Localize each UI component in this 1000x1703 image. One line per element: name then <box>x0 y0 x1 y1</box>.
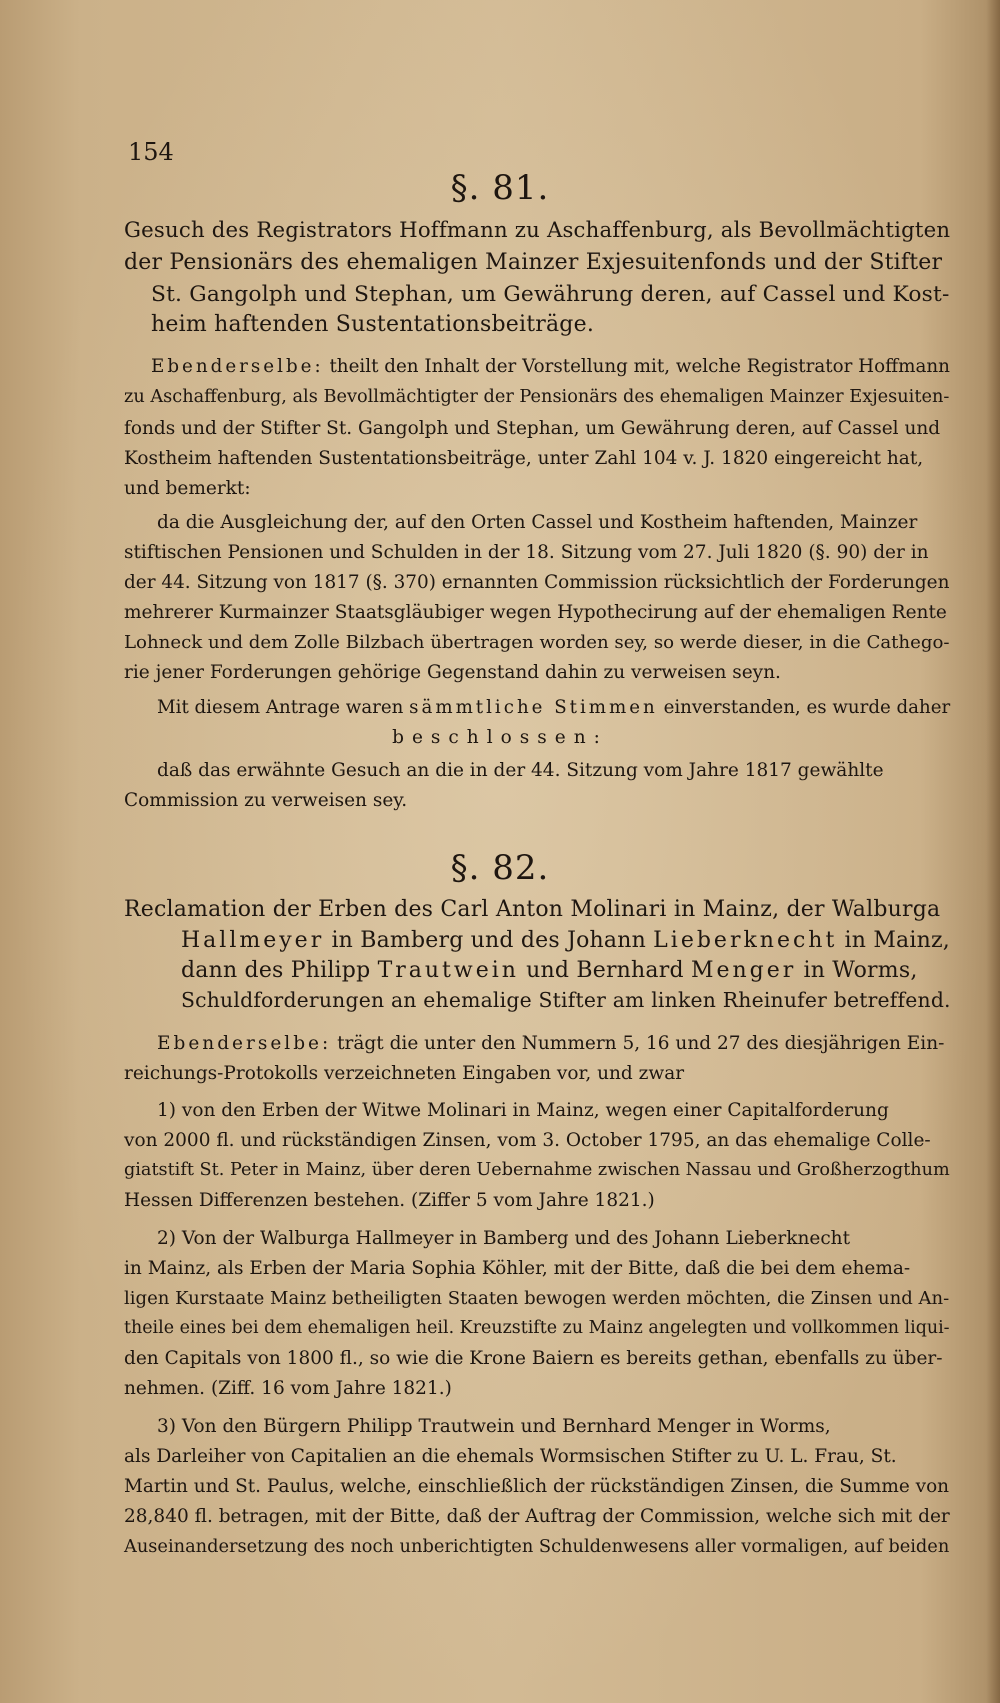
section-82-title-line: Schuldforderungen an ehemalige Stifter am linken Rheinufer betreffend. <box>181 988 951 1012</box>
section-81-agreement-line <box>157 697 950 718</box>
title-text: dann des Philipp <box>181 958 371 983</box>
section-82-intro-line <box>157 1033 944 1054</box>
item-1-line: von 2000 fl. und rückständigen Zinsen, vom 3. October 1795, an das ehemalige Colle- <box>124 1130 931 1151</box>
section-81-intro-line: und bemerkt: <box>124 478 251 499</box>
section-81-remark-line: mehrerer Kurmainzer Staatsgläubiger wegen Hypothecirung auf der ehemaligen Rente <box>124 602 947 623</box>
name-emphasis: Menger <box>690 958 797 983</box>
item-1-line: Hessen Differenzen bestehen. (Ziffer 5 vom Jahre 1821.) <box>124 1190 655 1211</box>
section-81-remark-line: da die Ausgleichung der, auf den Orten Cassel und Kostheim haftenden, Mainzer <box>157 512 918 533</box>
item-3-line: Auseinandersetzung des noch unberichtigten Schuldenwesens aller vormaligen, auf beiden <box>124 1536 950 1557</box>
section-81-decision-line: Commission zu verweisen sey. <box>124 790 408 811</box>
agreement-text: einverstanden, es wurde daher <box>663 697 951 718</box>
title-text: in Bamberg und des Johann <box>331 928 646 953</box>
section-81-intro-line: zu Aschaffenburg, als Bevollmächtigter der Pensionärs des ehemaligen Mainzer Exjesuiten- <box>124 387 950 407</box>
page-number: 154 <box>128 138 174 166</box>
section-82-title-line <box>181 928 950 953</box>
section-81-decision-line: daß das erwähnte Gesuch an die in der 44. Sitzung vom Jahre 1817 gewählte <box>157 760 884 781</box>
title-text: und Bernhard <box>526 958 684 983</box>
section-81-title-line: heim haftenden Sustentationsbeiträge. <box>151 312 595 337</box>
item-3-line: als Darleiher von Capitalien an die ehemals Wormsischen Stifter zu U. L. Frau, St. <box>124 1446 897 1467</box>
section-82-title-line: Reclamation der Erben des Carl Anton Molinari in Mainz, der Walburga <box>124 897 941 922</box>
section-81-intro-line: Kostheim haftenden Sustentationsbeiträge, unter Zahl 104 v. J. 1820 eingereicht hat, <box>124 448 924 469</box>
item-2-line: nehmen. (Ziff. 16 vom Jahre 1821.) <box>124 1378 452 1399</box>
item-2-line: 2) Von der Walburga Hallmeyer in Bamberg und des Johann Lieberknecht <box>157 1228 851 1249</box>
intro-text: theilt den Inhalt der Vorstellung mit, welche Registrator Hoffmann <box>329 356 950 377</box>
section-81-intro-line <box>151 356 950 377</box>
item-2-line: den Capitals von 1800 fl., so wie die Krone Baiern es bereits gethan, ebenfalls zu über- <box>124 1348 943 1369</box>
section-81-heading: §. 81. <box>450 168 550 208</box>
item-3-line: 28,840 fl. betragen, mit der Bitte, daß der Auftrag der Commission, welche sich mit der <box>124 1506 950 1527</box>
section-81-title-line: St. Gangolph und Stephan, um Gewährung deren, auf Cassel und Kost- <box>151 282 950 307</box>
section-81-title-line: der Pensionärs des ehemaligen Mainzer Exjesuitenfonds und der Stifter <box>124 250 943 275</box>
section-81-remark-line: Lohneck und dem Zolle Bilzbach übertragen worden sey, so werde dieser, in die Cathego- <box>124 632 950 653</box>
speaker-label: Ebenderselbe: <box>157 1033 332 1054</box>
name-emphasis: Hallmeyer <box>181 928 325 953</box>
item-2-line: theile eines bei dem ehemaligen heil. Kreuzstifte zu Mainz angelegten und vollkommen liqui- <box>124 1318 950 1338</box>
item-3-line: Martin und St. Paulus, welche, einschließlich der rückständigen Zinsen, die Summe von <box>124 1476 950 1497</box>
item-2-line: in Mainz, als Erben der Maria Sophia Köhler, mit der Bitte, daß die bei dem ehema- <box>124 1258 911 1279</box>
section-81-remark-line: der 44. Sitzung von 1817 (§. 370) ernannten Commission rücksichtlich der Forderungen <box>124 572 950 593</box>
resolution-label: beschlossen: <box>392 727 608 748</box>
title-text: in Worms, <box>803 958 918 983</box>
agreement-emphasis: sämmtliche Stimmen <box>409 697 658 718</box>
section-82-intro-line: reichungs-Protokolls verzeichneten Eingaben vor, und zwar <box>124 1063 685 1084</box>
section-81-remark-line: stiftischen Pensionen und Schulden in der 18. Sitzung vom 27. Juli 1820 (§. 90) der in <box>124 542 929 563</box>
speaker-label: Ebenderselbe: <box>151 356 324 377</box>
title-text: in Mainz, <box>844 928 950 953</box>
name-emphasis: Trautwein <box>377 958 519 983</box>
section-82-title-line <box>181 958 918 983</box>
section-81-title-line: Gesuch des Registrators Hoffmann zu Aschaffenburg, als Bevollmächtigten <box>124 218 951 243</box>
item-1-line: 1) von den Erben der Witwe Molinari in Mainz, wegen einer Capitalforderung <box>157 1100 889 1121</box>
section-82-heading: §. 82. <box>450 848 550 888</box>
item-2-line: ligen Kurstaate Mainz betheiligten Staaten bewogen werden möchten, die Zinsen und An- <box>124 1288 950 1309</box>
item-1-line: giatstift St. Peter in Mainz, über deren Uebernahme zwischen Nassau und Großherzogthum <box>124 1160 950 1180</box>
intro-text: trägt die unter den Nummern 5, 16 und 27 des diesjährigen Ein- <box>337 1033 945 1054</box>
agreement-text: Mit diesem Antrage waren <box>157 697 404 718</box>
section-81-intro-line: fonds und der Stifter St. Gangolph und Stephan, um Gewährung deren, auf Cassel und <box>124 418 941 439</box>
name-emphasis: Lieberknecht <box>653 928 838 953</box>
section-81-remark-line: rie jener Forderungen gehörige Gegenstand dahin zu verweisen seyn. <box>124 662 781 683</box>
item-3-line: 3) Von den Bürgern Philipp Trautwein und Bernhard Menger in Worms, <box>157 1416 831 1437</box>
